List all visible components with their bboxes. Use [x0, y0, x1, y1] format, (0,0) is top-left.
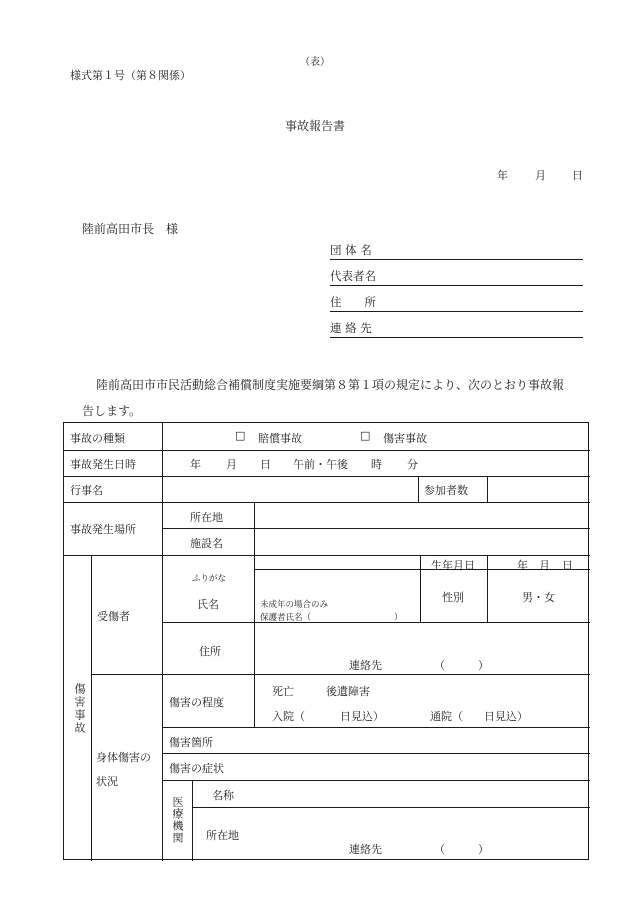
injured-contact-label: 連絡先: [349, 659, 382, 672]
dob-month: 月: [539, 559, 550, 572]
guardian-close-paren: ）: [394, 613, 403, 623]
dob-label: 生年月日: [431, 559, 475, 572]
document-title: 事故報告書: [284, 119, 345, 133]
sex-options[interactable]: 男・女: [522, 591, 555, 604]
occurred-year: 年: [190, 458, 201, 471]
medical-contact-label: 連絡先: [349, 843, 382, 856]
liability-option: 賠償事故: [258, 432, 302, 445]
contact-field[interactable]: [330, 317, 583, 338]
death-option: 死亡: [272, 685, 294, 698]
location-address-label: 所在地: [190, 511, 223, 524]
form-number: 様式第１号（第８関係）: [70, 69, 191, 82]
occurred-day: 日: [260, 458, 271, 471]
occurred-hour: 時: [371, 458, 382, 471]
address-field[interactable]: [330, 291, 583, 312]
omote-label: （表）: [300, 57, 330, 68]
injured-address-label: 住所: [199, 645, 221, 658]
date-day: 日: [572, 169, 583, 182]
hospitalized-option: 入院（: [272, 710, 305, 723]
event-label: 行事名: [70, 484, 103, 497]
medical-contact-paren: （ ）: [434, 843, 489, 856]
group-name-field[interactable]: [330, 239, 583, 260]
dob-year: 年: [517, 559, 528, 572]
contact-label: 連 絡 先: [330, 321, 372, 335]
liability-checkbox[interactable]: □: [235, 429, 246, 442]
guardian-name-label: 保護者氏名（: [260, 613, 312, 623]
participants-label: 参加者数: [424, 484, 468, 497]
injured-part-label: 傷害箇所: [169, 736, 213, 749]
facility-label: 施設名: [190, 537, 223, 550]
accident-type-label: 事故の種類: [70, 432, 125, 445]
sex-label: 性別: [442, 591, 464, 604]
symptoms-label: 傷害の症状: [169, 762, 224, 775]
date-year: 年: [497, 169, 508, 182]
addressee: 陸前高田市長 様: [82, 222, 179, 236]
occurred-at-label: 事故発生日時: [70, 458, 136, 471]
medical-name-label: 名称: [212, 789, 234, 802]
occurred-minute: 分: [407, 458, 418, 471]
medical-institution-label: 医療機関: [171, 796, 184, 844]
occurred-ampm: 午前・午後: [293, 458, 348, 471]
outpatient-days: 日見込）: [484, 710, 528, 723]
address-label: 住 所: [330, 295, 376, 309]
intro-line-1: 陸前高田市市民活動総合補償制度実施要綱第８第１項の規定により、次のとおり事故報: [96, 378, 565, 392]
group-name-label: 団 体 名: [330, 243, 372, 257]
occurred-month: 月: [226, 458, 237, 471]
injured-label: 受傷者: [97, 610, 130, 623]
location-label: 事故発生場所: [70, 523, 136, 536]
injury-status-label-1: 身体傷害の: [96, 751, 151, 764]
injured-contact-paren: （ ）: [434, 659, 489, 672]
injury-degree-label: 傷害の程度: [169, 696, 224, 709]
medical-address-label: 所在地: [206, 829, 239, 842]
name-label: 氏名: [197, 598, 219, 611]
outpatient-option: 通院（: [430, 710, 463, 723]
accident-report-form: [63, 422, 589, 860]
dob-day: 日: [562, 559, 573, 572]
intro-line-2: 告します。: [82, 404, 142, 418]
injury-section-label: 傷害事故: [73, 683, 86, 735]
hospitalized-days: 日見込）: [340, 710, 384, 723]
injury-option: 傷害事故: [383, 432, 427, 445]
furigana-label: ふりがな: [192, 574, 227, 584]
minor-note: 未成年の場合のみ: [260, 600, 329, 610]
after-effects-option: 後遺障害: [326, 685, 370, 698]
injury-status-label-2: 状況: [96, 775, 118, 788]
representative-field[interactable]: [330, 265, 583, 286]
representative-label: 代表者名: [330, 269, 376, 283]
date-month: 月: [535, 169, 546, 182]
injury-checkbox[interactable]: □: [360, 429, 371, 442]
